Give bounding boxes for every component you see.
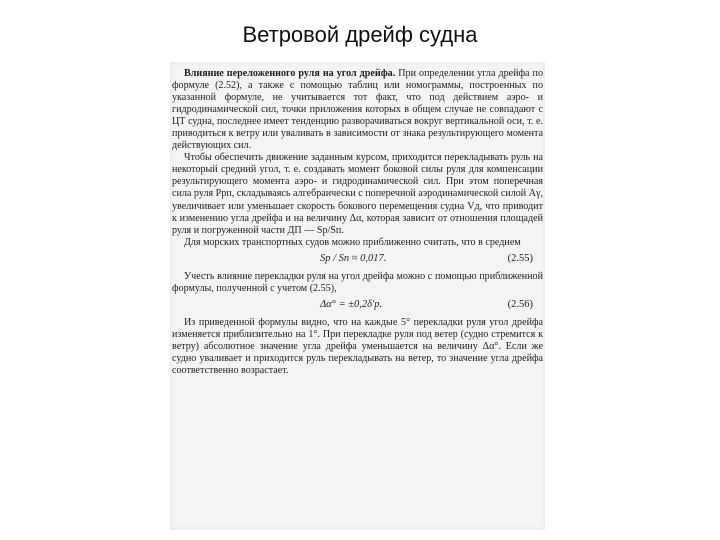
- paragraph-2: Чтобы обеспечить движение заданным курсом, приходится перекладывать руль на некоторый средний угол, т. е. создавать момент боковой силы руля для компенсации результирующего момента аэро- и гидродинамической сил. При этом поперечная сила руля Pрп, складываясь алгебраически с поперечной аэродинамической силой Aγ, увеличивает или уменьшает скорость бокового перемещения судна Vд, что приводит к изменению угла дрейфа и на величину Δα, которая зависит от отношения площадей руля и погруженной части ДП — Sр/Sп.: [172, 152, 543, 236]
- paragraph-5: Из приведенной формулы видно, что на каждые 5° перекладки руля угол дрейфа изменяется приблизительно на 1°. При перекладке руля под ветер (судно стремится к ветру) абсолютное значение угла дрейфа уменьшается на величину Δα°. Если же судно уваливает и приходится руль перекладывать на ветер, то значение угла дрейфа соответственно возрастает.: [172, 316, 543, 376]
- slide-title: Ветровой дрейф судна: [242, 22, 478, 47]
- formula-number: (2.55): [507, 252, 533, 264]
- paragraph-3: Для морских транспортных судов можно приближенно считать, что в среднем: [184, 236, 521, 248]
- paragraph-4: Учесть влияние перекладки руля на угол дрейфа можно с помощью приближенной формулы, полученной с учетом (2.55),: [172, 270, 543, 294]
- paragraph-1-text: При определении угла дрейфа по формуле (2.52), а также с помощью таблиц или номограммы, построенных по указанной формуле, не учитывается тот факт, что под действием аэро- и гидродинамической сил, точки приложения которых в общем случае не совпадают с ЦТ судна, последнее имеет тенденцию разворачиваться вокруг вертикальной оси, т. е. приводиться к ветру или уваливать в зависимости от знака результирующего момента действующих сил.: [172, 68, 543, 152]
- section-heading: Влияние переложенного руля на угол дрейфа.: [184, 68, 396, 79]
- formula-expression: Sр / Sп ≈ 0,017.: [320, 252, 387, 264]
- formula-2-55: [172, 249, 543, 271]
- formula-number: (2.56): [507, 298, 533, 310]
- formula-expression: Δα° = ±0,2δ′р.: [320, 298, 383, 310]
- scanned-page: [170, 62, 545, 530]
- formula-2-56: [172, 295, 543, 317]
- paragraph-rudder-influence: [172, 68, 543, 152]
- page-text: [172, 68, 543, 377]
